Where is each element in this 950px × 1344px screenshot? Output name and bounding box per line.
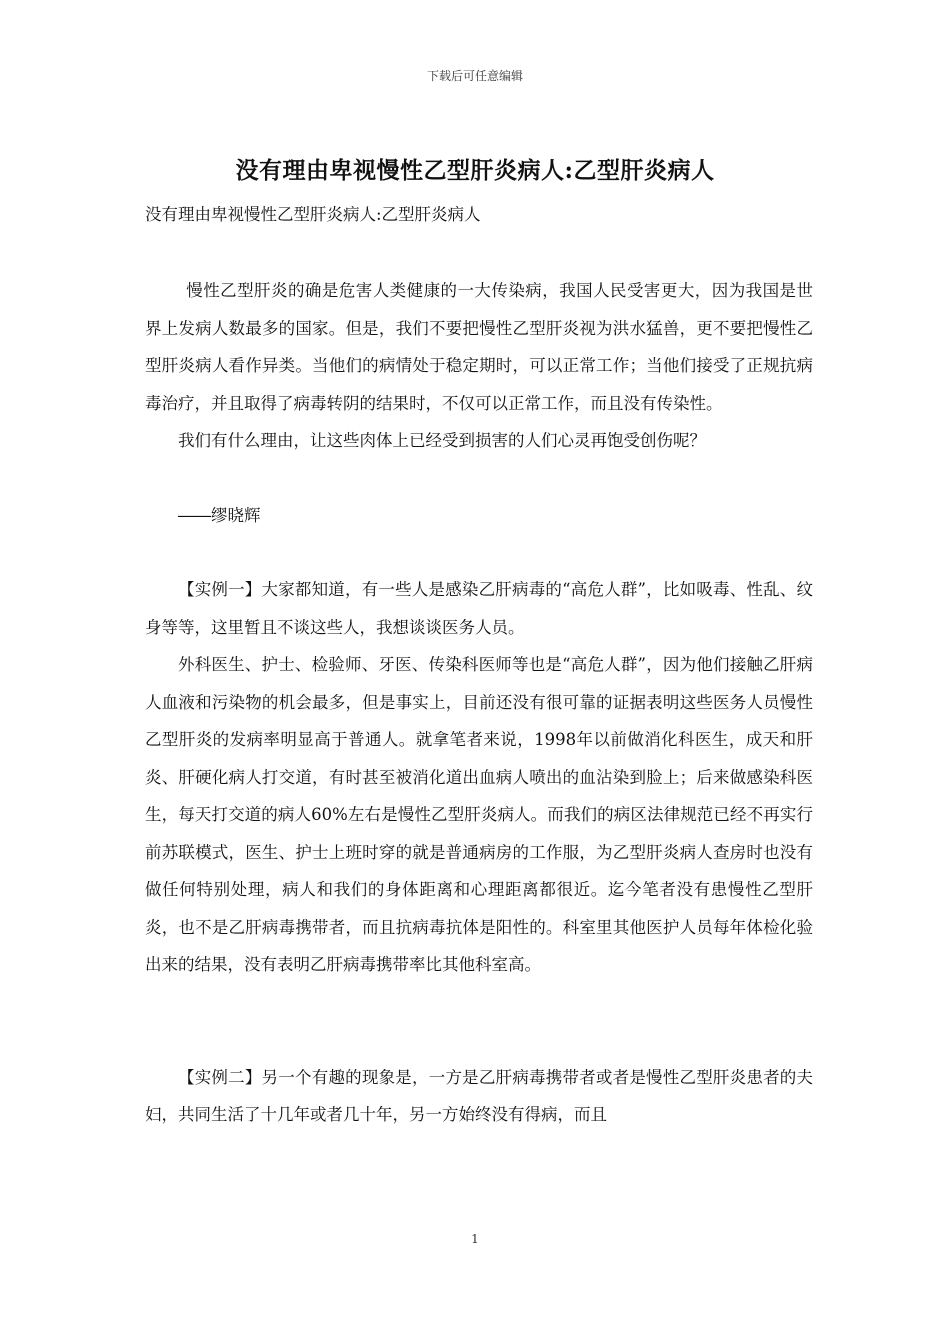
paragraph-medical-staff: 外科医生、护士、检验师、牙医、传染科医师等也是“高危人群”，因为他们接触乙肝病人血液和污染物的机会最多，但是事实上，目前还没有很可靠的证据表明这些医务人员慢性乙型肝炎的发病率明显高于普通人。就拿笔者来说，1998年以前做消化科医生，成天和肝炎、肝硬化病人打交道，有时甚至被消化道出血病人喷出的血沾染到脸上；后来做感染科医生，每天打交道的病人60%左右是慢性乙型肝炎病人。而我们的病区法律规范已经不再实行前苏联模式，医生、护士上班时穿的就是普通病房的工作服，为乙型肝炎病人查房时也没有做任何特别处理，病人和我们的身体距离和心理距离都很近。迄今笔者没有患慢性乙型肝炎，也不是乙肝病毒携带者，而且抗病毒抗体是阳性的。科室里其他医护人员每年体检化验出来的结果，没有表明乙肝病毒携带率比其他科室高。 <box>145 655 813 974</box>
paragraph-intro: 慢性乙型肝炎的确是危害人类健康的一大传染病，我国人民受害更大，因为我国是世界上发病人数最多的国家。但是，我们不要把慢性乙型肝炎视为洪水猛兽，更不要把慢性乙型肝炎病人看作异类。当他们的病情处于稳定期时，可以正常工作；当他们接受了正规抗病毒治疗，并且取得了病毒转阴的结果时，不仅可以正常工作，而且没有传染性。 <box>145 281 813 413</box>
spacer <box>145 534 813 571</box>
document-body <box>145 272 813 1134</box>
document-subtitle: 没有理由卑视慢性乙型肝炎病人:乙型肝炎病人 <box>145 205 481 224</box>
paragraph-example-two: 【实例二】另一个有趣的现象是，一方是乙肝病毒携带者或者是慢性乙型肝炎患者的夫妇，共同生活了十几年或者几十年，另一方始终没有得病，而且 <box>145 1067 813 1124</box>
spacer <box>145 984 813 1059</box>
document-title: 没有理由卑视慢性乙型肝炎病人:乙型肝炎病人 <box>235 157 715 184</box>
page-header-note: 下载后可任意编辑 <box>426 69 523 83</box>
paragraph-example-one: 【实例一】大家都知道，有一些人是感染乙肝病毒的“高危人群”，比如吸毒、性乱、纹身等等，这里暂且不谈这些人，我想谈谈医务人员。 <box>145 580 813 637</box>
spacer <box>145 460 813 497</box>
page-number: 1 <box>471 1232 479 1246</box>
paragraph-question: 我们有什么理由，让这些肉体上已经受到损害的人们心灵再饱受创伤呢？ <box>178 431 706 450</box>
paragraph-author: ――缪晓辉 <box>178 505 261 525</box>
